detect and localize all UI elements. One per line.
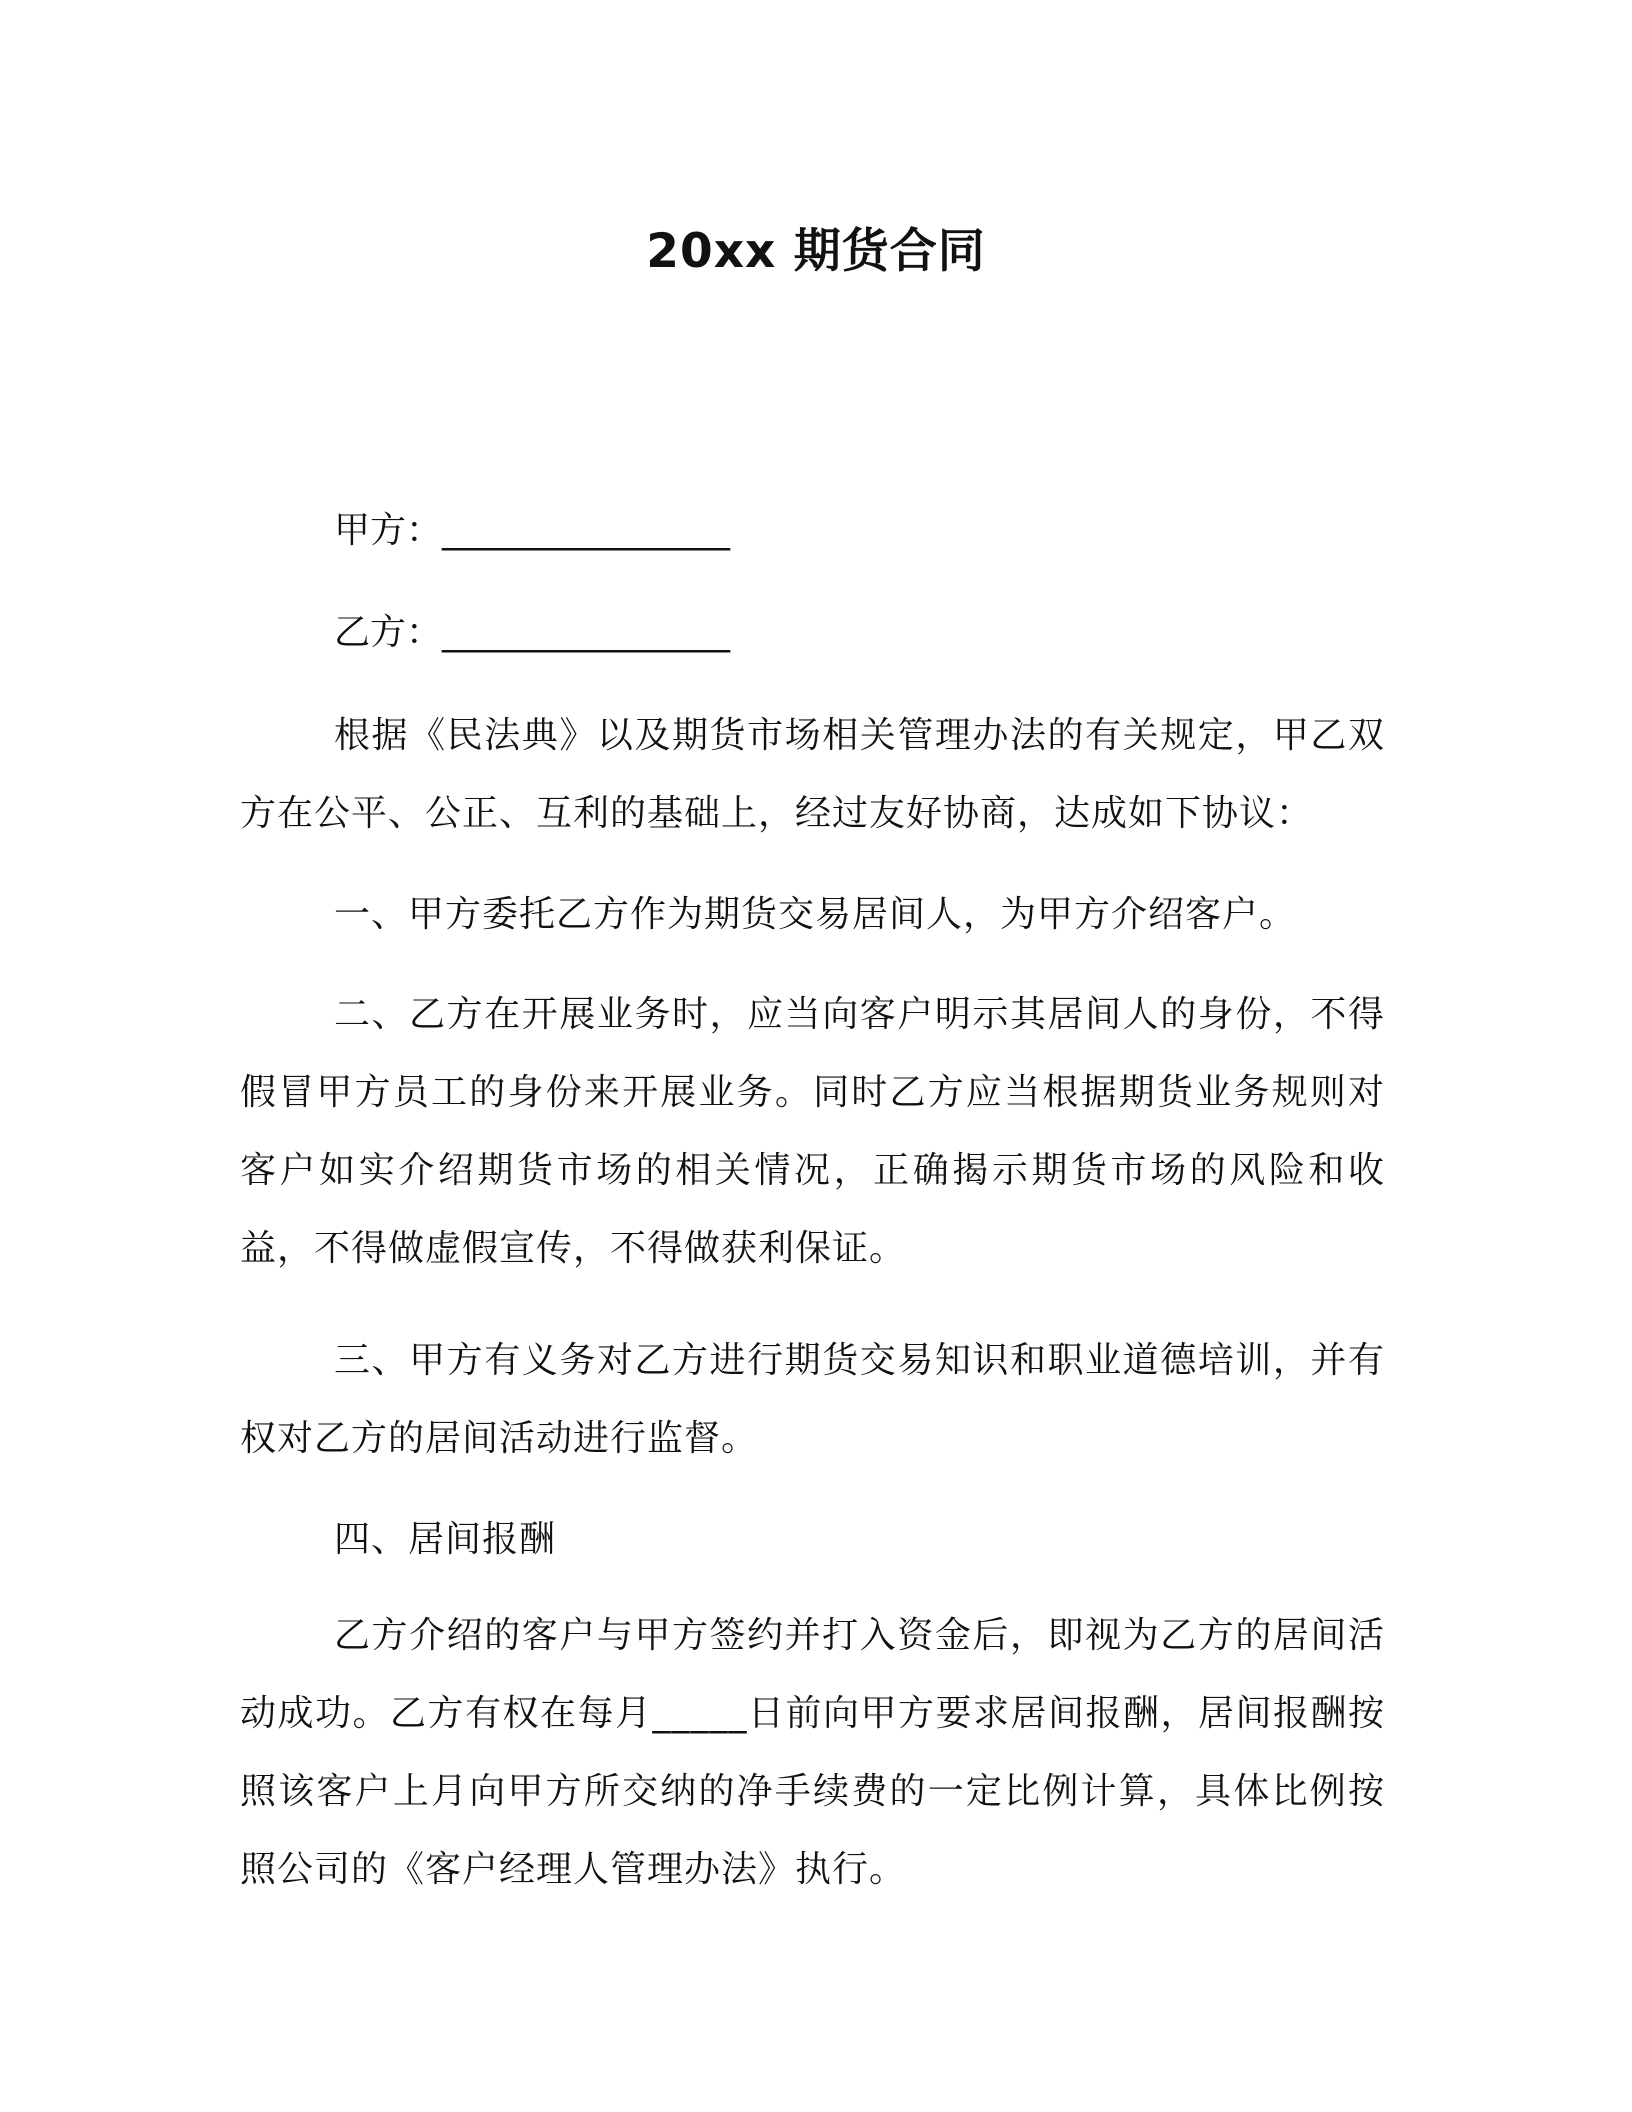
party-a-line: 甲方：________________ <box>334 510 731 551</box>
remuneration-paragraph: 乙方介绍的客户与甲方签约并打入资金后，即视为乙方的居间活动成功。乙方有权在每月_____日前向甲方要求居间报酬，居间报酬按照该客户上月向甲方所交纳的净手续费的一定比例计算，具体比例按照公司的《客户经理人管理办法》执行。 <box>240 1615 1385 1890</box>
document-title: 20xx 期货合同 <box>646 224 986 279</box>
party-b-line: 乙方：________________ <box>334 612 731 653</box>
clause-three-paragraph: 三、甲方有义务对乙方进行期货交易知识和职业道德培训，并有权对乙方的居间活动进行监督。 <box>240 1340 1385 1459</box>
clause-two-paragraph: 二、乙方在开展业务时，应当向客户明示其居间人的身份，不得假冒甲方员工的身份来开展业务。同时乙方应当根据期货业务规则对客户如实介绍期货市场的相关情况，正确揭示期货市场的风险和收益，不得做虚假宣传，不得做获利保证。 <box>240 994 1385 1269</box>
clause-one-paragraph: 一、甲方委托乙方作为期货交易居间人，为甲方介绍客户。 <box>334 894 1297 935</box>
clause-four-heading: 四、居间报酬 <box>334 1519 557 1560</box>
intro-paragraph: 根据《民法典》以及期货市场相关管理办法的有关规定，甲乙双方在公平、公正、互利的基础上，经过友好协商，达成如下协议： <box>240 715 1385 834</box>
